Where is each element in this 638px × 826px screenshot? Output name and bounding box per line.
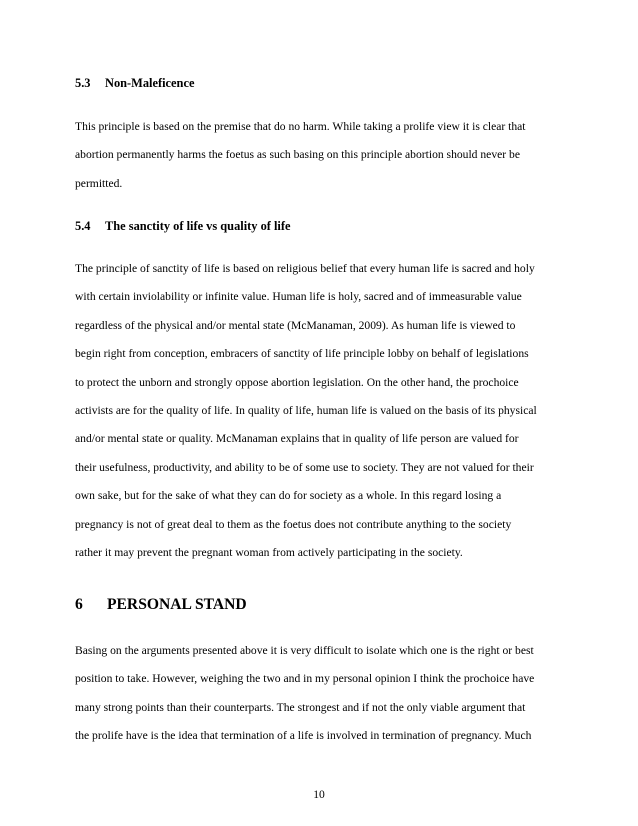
section-title: PERSONAL STAND: [107, 596, 247, 613]
section-heading-5-3: [75, 76, 194, 91]
paragraph-line: and/or mental state or quality. McManaman explains that in quality of life person are valued for: [75, 432, 519, 446]
paragraph-line: Basing on the arguments presented above it is very difficult to isolate which one is the right or best: [75, 644, 534, 657]
paragraph-line: pregnancy is not of great deal to them as the foetus does not contribute anything to the society: [75, 517, 512, 531]
paragraph-sanctity-of-life: [75, 255, 564, 567]
section-heading-5-4: [75, 219, 291, 234]
section-number: 5.3: [75, 76, 91, 90]
paragraph-line: regardless of the physical and/or mental state (McManaman, 2009). As human life is viewed to: [75, 318, 516, 332]
paragraph-line: permitted.: [75, 176, 123, 190]
paragraph-line: own sake, but for the sake of what they can do for society as a whole. In this regard losing a: [75, 489, 502, 503]
paragraph-line: their usefulness, productivity, and ability to be of some use to society. They are not valued for their: [75, 460, 534, 474]
paragraph-line: This principle is based on the premise that do no harm. While taking a prolife view it is clear that: [75, 120, 526, 133]
section-title: Non-Maleficence: [105, 76, 195, 90]
paragraph-line: rather it may prevent the pregnant woman from actively participating in the society.: [75, 546, 463, 560]
paragraph-line: with certain inviolability or infinite value. Human life is holy, sacred and of immeasurable value: [75, 290, 522, 304]
section-heading-6: [75, 596, 247, 614]
paragraph-line: to protect the unborn and strongly oppose abortion legislation. On the other hand, the prochoice: [75, 375, 519, 389]
paragraph-line: position to take. However, weighing the two and in my personal opinion I think the prochoice have: [75, 672, 535, 686]
section-title: The sanctity of life vs quality of life: [105, 219, 291, 233]
section-number: 5.4: [75, 219, 91, 233]
paragraph-non-maleficence: [75, 113, 564, 198]
paragraph-personal-stand: [75, 637, 564, 751]
paragraph-line: activists are for the quality of life. In quality of life, human life is valued on the basis of its physical: [75, 404, 537, 418]
paragraph-line: The principle of sanctity of life is based on religious belief that every human life is sacred and holy: [75, 262, 535, 275]
paragraph-line: begin right from conception, embracers of sanctity of life principle lobby on behalf of legislations: [75, 347, 529, 361]
page-number: 10: [313, 788, 325, 801]
paragraph-line: many strong points than their counterparts. The strongest and if not the only viable argument that: [75, 700, 526, 714]
section-number: 6: [75, 596, 83, 613]
paragraph-line: abortion permanently harms the foetus as such basing on this principle abortion should never be: [75, 148, 520, 162]
paragraph-line: the prolife have is the idea that termination of a life is involved in termination of pregnancy. Much: [75, 729, 532, 743]
